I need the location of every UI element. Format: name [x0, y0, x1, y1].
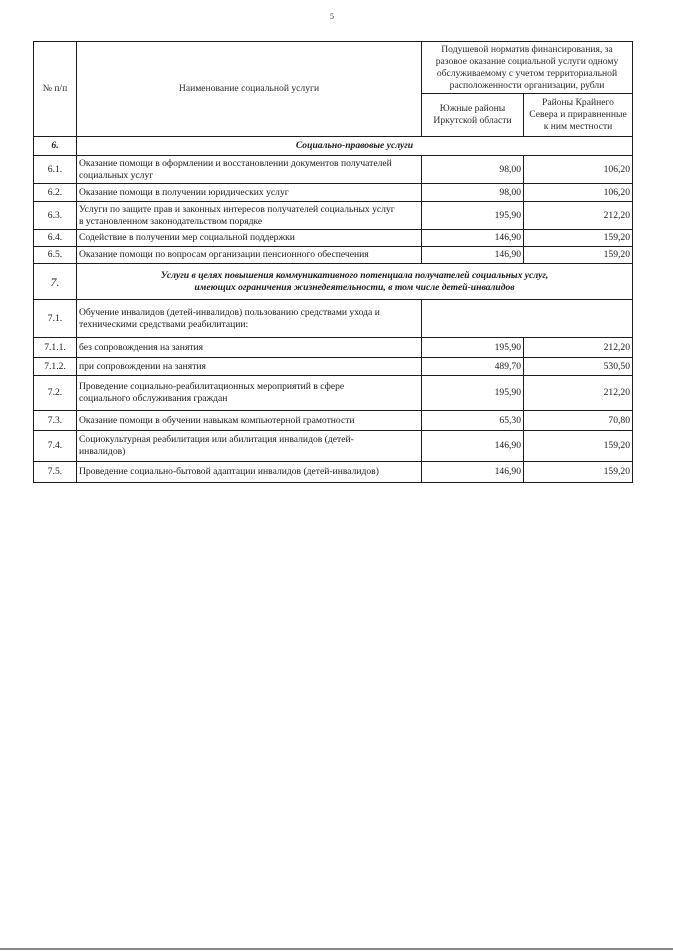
- south-value: 146,90: [422, 230, 524, 247]
- section-header-row: [34, 137, 633, 156]
- section-title-line: Услуги в целях повышения коммуникативного потенциала получателей социальных услуг,: [160, 269, 549, 281]
- service-name-line: Услуги по защите прав и законных интересов получателей социальных услуг: [79, 203, 395, 215]
- header-north-line: Севера и приравненные: [529, 109, 627, 120]
- section-number: 6.: [34, 137, 77, 156]
- north-value: 159,20: [524, 431, 633, 462]
- row-number: 7.1.: [34, 300, 77, 338]
- row-number: 7.3.: [34, 411, 77, 431]
- row-number: 7.1.1.: [34, 338, 77, 358]
- row-number: 7.2.: [34, 376, 77, 411]
- row-number: 6.3.: [34, 202, 77, 230]
- header-south-line: Иркутской области: [433, 115, 512, 126]
- row-number: 6.1.: [34, 156, 77, 184]
- south-value: 98,00: [422, 156, 524, 184]
- service-name: [77, 338, 422, 358]
- header-number: № п/п: [34, 42, 77, 137]
- row-number: 7.1.2.: [34, 358, 77, 376]
- service-name-line: Обучение инвалидов (детей-инвалидов) пользованию средствами ухода и: [79, 306, 380, 318]
- header-south-districts: [422, 94, 524, 137]
- north-value: 159,20: [524, 247, 633, 264]
- south-value: 146,90: [422, 462, 524, 483]
- row-number: 7.5.: [34, 462, 77, 483]
- service-name-line: Содействие в получении мер социальной поддержки: [79, 232, 295, 243]
- service-name: [77, 156, 422, 184]
- row-number: 7.4.: [34, 431, 77, 462]
- scan-edge-line: [0, 948, 673, 950]
- service-name-line: социальных услуг: [79, 169, 154, 181]
- table-row: [34, 230, 633, 247]
- south-value: 195,90: [422, 202, 524, 230]
- service-name-line: Оказание помощи в оформлении и восстановлении документов получателей: [79, 157, 392, 169]
- south-value: 489,70: [422, 358, 524, 376]
- table-row: [34, 462, 633, 483]
- service-name-line: инвалидов): [79, 446, 126, 457]
- south-value: 98,00: [422, 184, 524, 202]
- row-number: 6.4.: [34, 230, 77, 247]
- social-services-tariff-table: [33, 41, 633, 483]
- table-header-row: [34, 42, 633, 94]
- service-name: [77, 202, 422, 230]
- header-funding-norm-line: Подушевой норматив финансирования, за: [441, 43, 613, 55]
- south-value: 65,30: [422, 411, 524, 431]
- north-value: 212,20: [524, 202, 633, 230]
- service-name-line: при сопровождении на занятия: [79, 360, 206, 372]
- service-name: [77, 411, 422, 431]
- row-number: 6.2.: [34, 184, 77, 202]
- table-row: [34, 202, 633, 230]
- north-value: 212,20: [524, 338, 633, 358]
- south-value: 146,90: [422, 247, 524, 264]
- table-row: [34, 411, 633, 431]
- header-north-line: к ним местности: [543, 121, 613, 132]
- service-name: [77, 431, 422, 462]
- section-title: [77, 137, 633, 156]
- section-title-line: имеющих ограничения жизнедеятельности, в том числе детей-инвалидов: [194, 281, 515, 293]
- header-funding-norm-line: расположенности организации, рубли: [449, 79, 605, 91]
- north-value: 70,80: [524, 411, 633, 431]
- merged-empty-value: [422, 300, 633, 338]
- service-name: [77, 462, 422, 483]
- south-value: 195,90: [422, 338, 524, 358]
- north-value: 106,20: [524, 156, 633, 184]
- service-name-line: Социокультурная реабилитация или абилитация инвалидов (детей-: [79, 434, 354, 445]
- service-name-line: Оказание помощи в обучении навыкам компьютерной грамотности: [79, 414, 355, 426]
- header-funding-norm: [422, 42, 633, 94]
- section-title-line: Социально-правовые услуги: [295, 140, 414, 151]
- header-north-line: Районы Крайнего: [542, 97, 614, 108]
- north-value: 159,20: [524, 462, 633, 483]
- section-title: [77, 264, 633, 300]
- page-number: 5: [330, 12, 334, 21]
- service-name-line: в установленном законодательством порядке: [79, 215, 263, 227]
- table-row: [34, 300, 633, 338]
- header-service-name: Наименование социальной услуги: [77, 42, 422, 137]
- north-value: 530,50: [524, 358, 633, 376]
- service-name: [77, 184, 422, 202]
- header-south-line: Южные районы: [439, 103, 506, 114]
- header-funding-norm-line: обслуживаемому с учетом территориальной: [436, 67, 618, 79]
- service-name: [77, 300, 422, 338]
- service-name-line: техническими средствами реабилитации:: [79, 318, 249, 330]
- section-number: 7.: [34, 264, 77, 300]
- north-value: 106,20: [524, 184, 633, 202]
- table-row: [34, 156, 633, 184]
- service-name: [77, 247, 422, 264]
- service-name-line: социального обслуживания граждан: [79, 393, 228, 404]
- service-name-line: без сопровождения на занятия: [79, 341, 204, 353]
- service-name-line: Оказание помощи в получении юридических услуг: [79, 186, 289, 198]
- table-row: [34, 184, 633, 202]
- service-name: [77, 358, 422, 376]
- row-number: 6.5.: [34, 247, 77, 264]
- south-value: 146,90: [422, 431, 524, 462]
- service-name-line: Оказание помощи по вопросам организации пенсионного обеспечения: [79, 249, 369, 260]
- table-row: [34, 338, 633, 358]
- header-funding-norm-line: разовое оказание социальной услуги одному: [435, 55, 619, 67]
- service-name-line: Проведение социально-бытовой адаптации инвалидов (детей-инвалидов): [79, 466, 379, 477]
- service-name: [77, 230, 422, 247]
- service-name-line: Проведение социально-реабилитационных мероприятий в сфере: [79, 381, 345, 392]
- table-row: [34, 358, 633, 376]
- north-value: 212,20: [524, 376, 633, 411]
- header-north-districts: [524, 94, 633, 137]
- section-header-row: [34, 264, 633, 300]
- table-row: [34, 247, 633, 264]
- south-value: 195,90: [422, 376, 524, 411]
- table-row: [34, 431, 633, 462]
- north-value: 159,20: [524, 230, 633, 247]
- table-row: [34, 376, 633, 411]
- service-name: [77, 376, 422, 411]
